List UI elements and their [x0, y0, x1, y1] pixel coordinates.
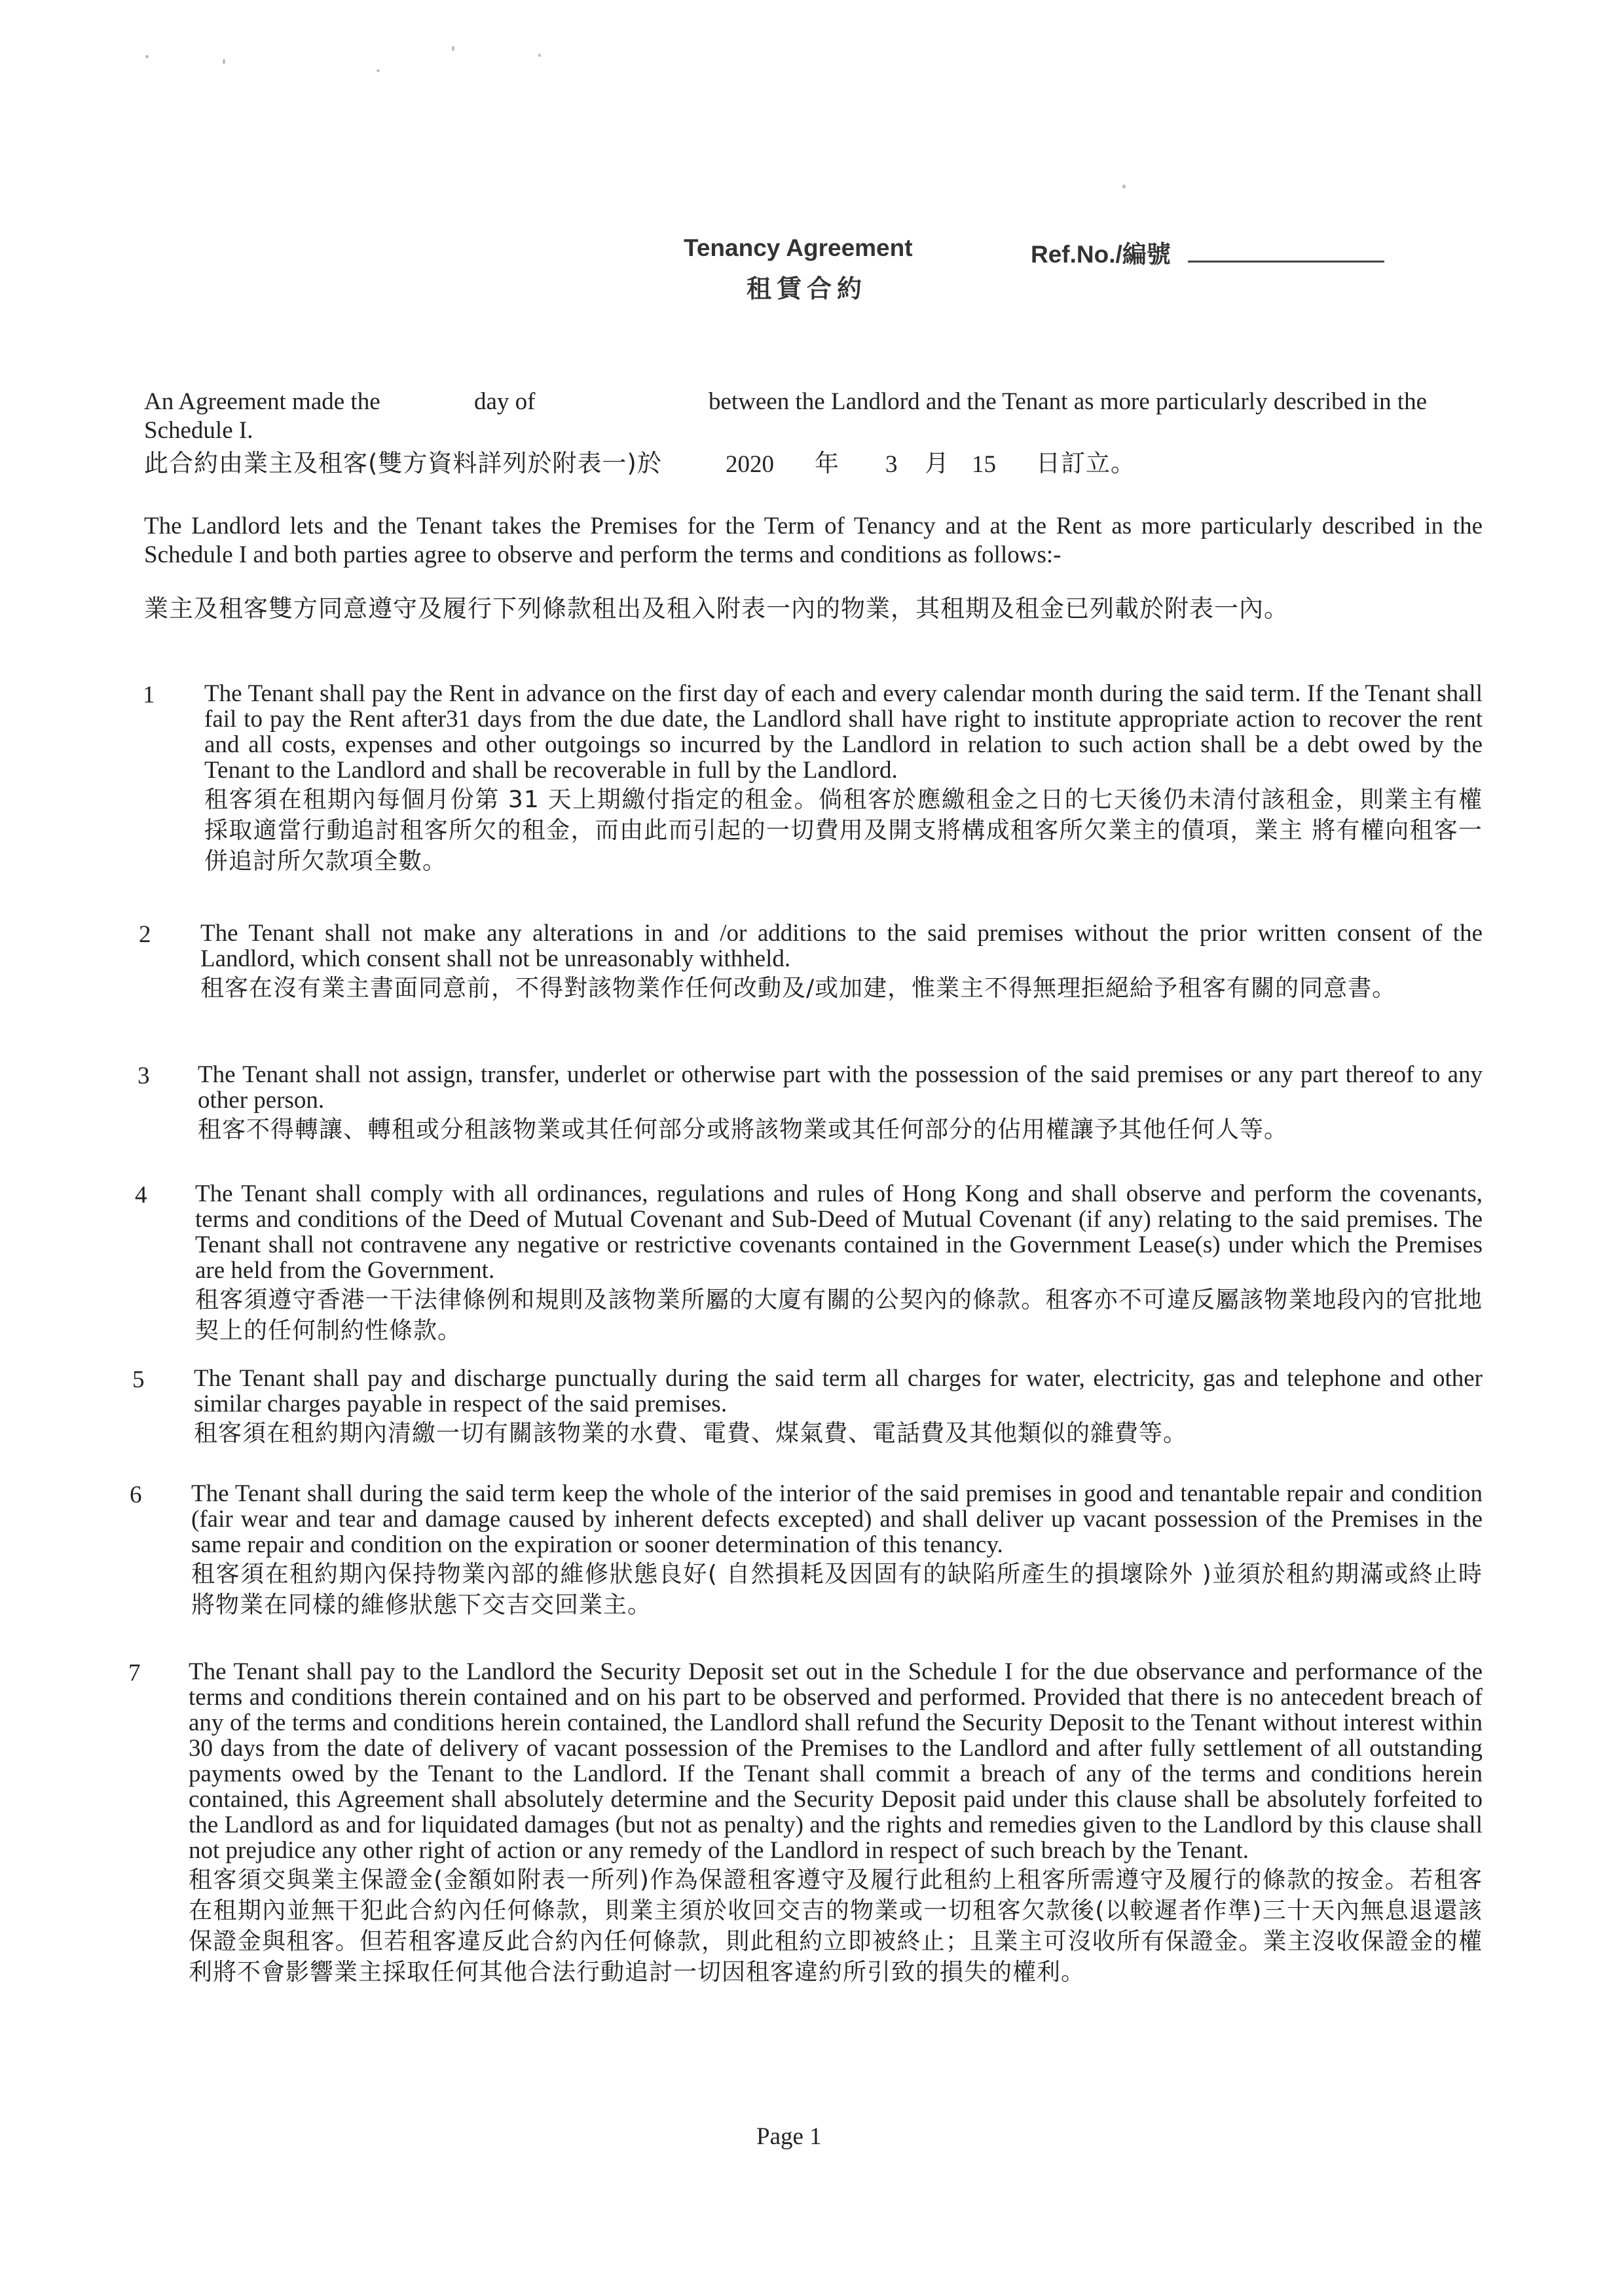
clause-text-en: The Tenant shall pay to the Landlord the Security Deposit set out in the Schedule I for the due observance and performance of the terms and conditions therein contained and on his part to be observed and performed. Provided that there is no antecedent breach of any of the terms and conditions herein contained, the Landlord shall refund the Security Deposit to the Tenant without interest within 30 days from the date of delivery of vacant possession of the Premises to the Landlord and after fully settlement of all outstanding payments owed by the Tenant to the Landlord. If the Tenant shall commit a breach of any of the terms and conditions herein contained, this Agreement shall absolutely determine and the Security Deposit paid under this clause shall be absolutely forfeited to the Landlord as and for liquidated damages (but not as penalty) and the rights and remedies given to the Landlord by this clause shall not prejudice any other right of action or any remedy of the Landlord in respect of such breach by the Tenant.: [189, 1658, 1483, 1864]
scan-speck: [145, 55, 149, 58]
clause-number: 1: [143, 682, 155, 708]
clause-6: [191, 1481, 1483, 1620]
clause-text-zh: 租客須在租約期內清繳一切有關該物業的水費、電費、煤氣費、電話費及其他類似的雜費等。: [194, 1420, 1188, 1447]
clause-7: [189, 1659, 1483, 1988]
clause-text-en: The Tenant shall not assign, transfer, underlet or otherwise part with the possession of the said premises or any part thereof to any other person.: [198, 1061, 1483, 1114]
document-title-zh: 租賃合約: [747, 276, 868, 303]
clause-text-zh: 租客須在租期內每個月份第 31 天上期繳付指定的租金。倘租客於應繳租金之日的七天後仍未清付該租金，則業主有權採取適當行動追討租客所欠的租金，而由此而引起的一切費用及開支將構成租客所欠業主的債項，業主 將有權向租客一併追討所欠款項全數。: [204, 786, 1483, 875]
intro-day-of: day of: [474, 388, 536, 415]
scan-speck: [377, 69, 380, 72]
clause-text-en: The Tenant shall pay the Rent in advance on the first day of each and every calendar month during the said term. If the Tenant shall fail to pay the Rent after31 days from the due date, the Landlord shall have right to institute appropriate action to recover the rent and all costs, expenses and other outgoings so incurred by the Landlord in relation to such action shall be a debt owed by the Tenant to the Landlord and shall be recoverable in full by the Landlord.: [204, 680, 1483, 784]
intro-terms-paragraph-zh: 業主及租客雙方同意遵守及履行下列條款租出及租入附表一內的物業，其租期及租金已列載於附表一內。: [144, 594, 1289, 623]
intro-zh-prefix: 此合約由業主及租客(雙方資料詳列於附表一)於: [144, 449, 662, 477]
scan-speck: [538, 54, 541, 57]
clause-number: 5: [132, 1366, 145, 1393]
clause-number: 3: [138, 1063, 150, 1089]
clause-number: 2: [139, 921, 151, 948]
agreement-day: 15: [972, 451, 996, 478]
scan-speck: [223, 59, 225, 64]
clause-text-en: The Tenant shall during the said term keep the whole of the interior of the said premises in good and tenantable repair and condition (fair wear and tear and damage caused by inherent defects excepted) and shall deliver up vacant possession of the Premises in the same repair and condition on the expiration or sooner determination of this tenancy.: [191, 1480, 1483, 1558]
month-unit: 月: [925, 449, 950, 477]
clause-number: 4: [135, 1182, 147, 1209]
scan-speck: [452, 46, 454, 51]
clause-text-zh: 租客不得轉讓、轉租或分租該物業或其任何部分或將該物業或其任何部分的佔用權讓予其他任何人等。: [198, 1116, 1289, 1143]
intro-agreement-made: An Agreement made the: [144, 388, 380, 415]
clause-text-zh: 租客須遵守香港一干法律條例和規則及該物業所屬的大廈有關的公契內的條款。租客亦不可違反屬該物業地段內的官批地契上的任何制約性條款。: [195, 1286, 1483, 1344]
ref-number-blank-line: [1188, 261, 1384, 263]
clause-2: [200, 920, 1483, 1004]
ref-number-label: Ref.No./編號: [1031, 241, 1171, 268]
page-number: Page 1: [756, 2123, 822, 2150]
agreement-month: 3: [885, 451, 898, 478]
document-title-en: Tenancy Agreement: [684, 234, 913, 261]
clause-text-zh: 租客在沒有業主書面同意前，不得對該物業作任何改動及/或加建，惟業主不得無理拒絕給予租客有關的同意書。: [200, 975, 1397, 1002]
clause-text-zh: 租客須在租約期內保持物業內部的維修狀態良好( 自然損耗及因固有的缺陷所產生的損壞除外 )並須於租約期滿或終止時將物業在同樣的維修狀態下交吉交回業主。: [191, 1561, 1483, 1618]
intro-between-parties: between the Landlord and the Tenant as more particularly described in the: [709, 388, 1428, 415]
year-unit: 年: [815, 449, 840, 477]
clause-1: [204, 681, 1483, 877]
clause-number: 7: [128, 1660, 141, 1686]
scan-speck: [1122, 185, 1126, 189]
intro-terms-paragraph: The Landlord lets and the Tenant takes the Premises for the Term of Tenancy and at the Rent as more particularly described in the Schedule I and both parties agree to observe and perform the terms and conditions as follows:-: [144, 513, 1483, 568]
clause-number: 6: [130, 1482, 142, 1508]
agreement-year: 2020: [726, 451, 774, 478]
clause-5: [194, 1366, 1483, 1449]
intro-schedule: Schedule I.: [144, 417, 253, 444]
clause-3: [198, 1062, 1483, 1145]
clause-text-en: The Tenant shall pay and discharge punctually during the said term all charges for water, electricity, gas and telephone and other similar charges payable in respect of the said premises.: [194, 1365, 1483, 1417]
clause-text-zh: 租客須交與業主保證金(金額如附表一所列)作為保證租客遵守及履行此租約上租客所需遵守及履行的條款的按金。若租客在租期內並無干犯此合約內任何條款，則業主須於收回交吉的物業或一切租客欠款後(以較遲者作準)三十天內無息退還該保證金與租客。但若租客違反此合約內任何條款，則此租約立即被終止；且業主可沒收所有保證金。業主沒收保證金的權利將不會影響業主採取任何其他合法行動追討一切因租客違約所引致的損失的權利。: [189, 1867, 1483, 1986]
day-unit: 日訂立。: [1036, 449, 1135, 477]
clause-text-en: The Tenant shall comply with all ordinances, regulations and rules of Hong Kong and shall observe and perform the covenants, terms and conditions of the Deed of Mutual Covenant and Sub-Deed of Mutual Covenant (if any) relating to the said premises. The Tenant shall not contravene any negative or restrictive covenants contained in the Government Lease(s) under which the Premises are held from the Government.: [195, 1180, 1483, 1284]
clause-4: [195, 1181, 1483, 1346]
clause-text-en: The Tenant shall not make any alterations in and /or additions to the said premises without the prior written consent of the Landlord, which consent shall not be unreasonably withheld.: [200, 920, 1483, 972]
